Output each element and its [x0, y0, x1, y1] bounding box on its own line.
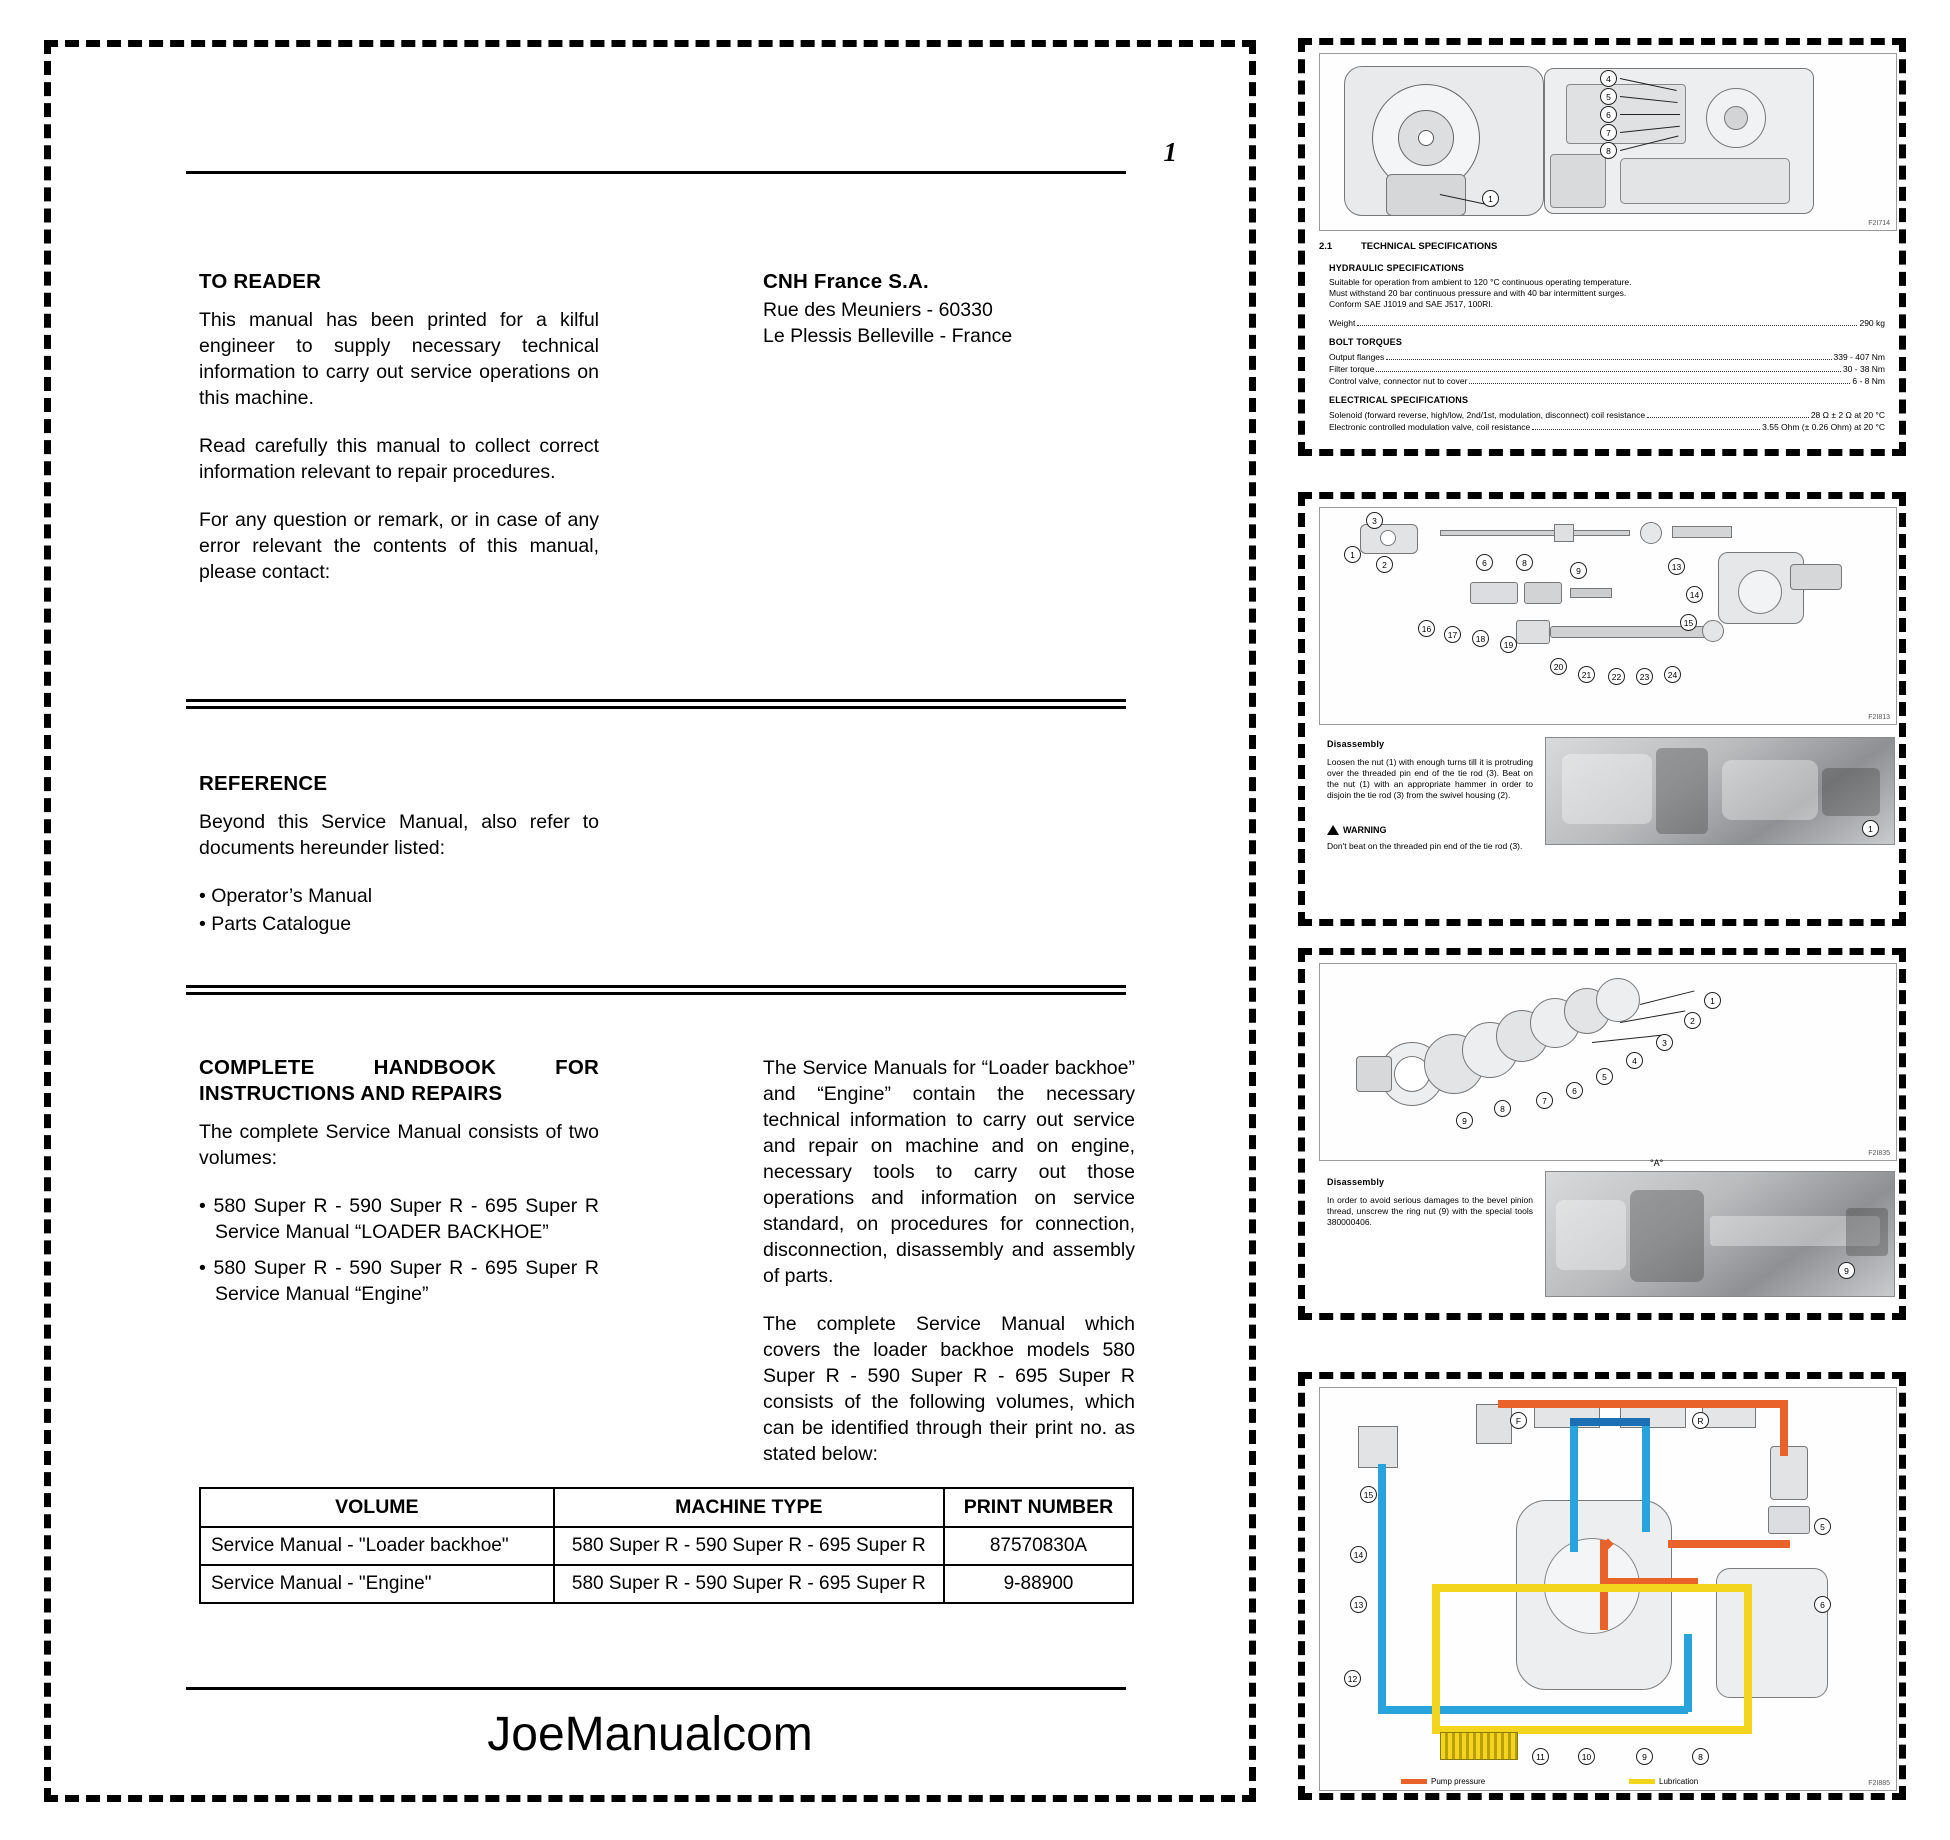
list-item: • 580 Super R - 590 Super R - 695 Super R Service Manual “LOADER BACKHOE”	[199, 1195, 599, 1243]
lube-line-right	[1744, 1584, 1752, 1734]
tie-rod-panel	[1298, 492, 1906, 926]
cell-print-number: 87570830A	[944, 1527, 1133, 1565]
callout-19: 19	[1500, 636, 1517, 653]
disassembly-body: In order to avoid serious damages to the bevel pinion thread, unscrew the ring nut (9) with the special tools 380000406.	[1327, 1195, 1533, 1227]
callout-6: 6	[1600, 106, 1617, 123]
pin	[1570, 588, 1612, 598]
return-line-b	[1642, 1422, 1650, 1532]
dot-leader	[1647, 409, 1809, 418]
photo-shadow	[1846, 1208, 1888, 1256]
spec-value: 339 - 407 Nm	[1833, 352, 1885, 362]
volume-table	[199, 1487, 1134, 1604]
warning-triangle-icon	[1327, 825, 1339, 835]
table-header-print-number: PRINT NUMBER	[944, 1488, 1133, 1527]
photo-highlight	[1562, 754, 1652, 824]
tie-rod-shaft	[1440, 530, 1630, 536]
callout-4: 4	[1600, 70, 1617, 87]
list-item: • Parts Catalogue	[199, 913, 352, 935]
callout-5: 5	[1814, 1518, 1831, 1535]
sump-section	[1620, 158, 1790, 204]
spec-row-output-flanges	[1329, 351, 1885, 363]
figure-code: F2I835	[1868, 1150, 1890, 1157]
callout-5: 5	[1600, 88, 1617, 105]
spec-row-weight	[1329, 317, 1885, 329]
ball-joint	[1702, 620, 1724, 642]
suction-line-bottom	[1378, 1706, 1578, 1714]
photo-callout-1: 1	[1862, 820, 1879, 837]
bracket-hole	[1380, 530, 1396, 546]
photo-shadow	[1822, 768, 1880, 816]
callout-8: 8	[1600, 142, 1617, 159]
lube-line-left	[1432, 1584, 1440, 1734]
spec-row-control-valve	[1329, 375, 1885, 387]
handbook-bullets	[199, 1193, 599, 1307]
dot-leader	[1386, 351, 1831, 360]
figure-code: F2I885	[1868, 1780, 1890, 1787]
sleeve	[1516, 620, 1550, 644]
tool-label: °A°	[1650, 1158, 1664, 1168]
hydraulic-line-3: Conform SAE J1019 and SAE J517, 100RI.	[1329, 299, 1493, 309]
table-header-volume: VOLUME	[200, 1488, 554, 1527]
leader-line	[1620, 114, 1680, 115]
bevel-pinion-photo	[1545, 1158, 1895, 1297]
document-content	[51, 47, 1249, 1795]
spec-row-solenoid	[1329, 409, 1885, 421]
callout-1: 1	[1344, 546, 1361, 563]
callout-22: 22	[1608, 668, 1625, 685]
to-reader-paragraph-1: This manual has been printed for a kilful engineer to supply necessary technical information to carry out service operations on this machine.	[199, 309, 599, 409]
section-complete-handbook	[199, 1055, 599, 1309]
callout-5: 5	[1596, 1068, 1613, 1085]
to-reader-paragraph-2: Read carefully this manual to collect correct information relevant to repair procedures.	[199, 435, 599, 483]
callout-21: 21	[1578, 666, 1595, 683]
callout-9: 9	[1636, 1748, 1653, 1765]
callout-23: 23	[1636, 668, 1653, 685]
hydraulic-circuit-figure	[1319, 1387, 1897, 1791]
spec-label: Filter torque	[1329, 364, 1375, 374]
legend-label-lubrication: Lubrication	[1659, 1777, 1699, 1786]
section-title: TECHNICAL SPECIFICATIONS	[1361, 241, 1498, 252]
callout-6: 6	[1814, 1596, 1831, 1613]
leader-line	[1640, 990, 1695, 1005]
legend-pump-pressure	[1401, 1777, 1485, 1786]
spec-value: 290 kg	[1859, 318, 1885, 328]
transmission-figure	[1319, 53, 1897, 231]
handbook-right-paragraph-1: The Service Manuals for “Loader backhoe” and “Engine” contain the necessary technical information to carry out service and repair on machine and on engine, necessary tools to carry out those operations and information on service standard, on procedures for connection, disconnection, disassembly and assembly of parts.	[763, 1057, 1135, 1287]
callout-4: 4	[1626, 1052, 1643, 1069]
section-heading-reference: REFERENCE	[199, 772, 328, 795]
divider-handbook	[186, 985, 1126, 995]
callout-F: F	[1510, 1412, 1527, 1429]
callout-20: 20	[1550, 658, 1567, 675]
callout-9: 9	[1456, 1112, 1473, 1129]
callout-7: 7	[1600, 124, 1617, 141]
legend-swatch-lubrication	[1629, 1779, 1655, 1784]
photo-highlight	[1556, 1200, 1626, 1270]
disassembly-body: Loosen the nut (1) with enough turns till it is protruding over the threaded pin end of the tie rod (3). Beat on the nut (1) with an appropriate hammer in order to disjoin the tie rod (3) from the swivel housing (2).	[1327, 757, 1533, 800]
page-number: 1	[1163, 137, 1177, 167]
warning-text: Don't beat on the threaded pin end of the tie rod (3).	[1327, 841, 1523, 851]
hydraulic-schematic-panel	[1298, 1372, 1906, 1800]
callout-15: 15	[1680, 614, 1697, 631]
cell-machine-type: 580 Super R - 590 Super R - 695 Super R	[554, 1565, 944, 1603]
oil-cooler	[1440, 1732, 1518, 1760]
section-reference	[199, 771, 599, 939]
address-block	[763, 269, 1143, 349]
spec-value: 28 Ω ± 2 Ω at 20 °C	[1810, 410, 1885, 420]
cell-volume: Service Manual - "Engine"	[200, 1565, 554, 1603]
spec-row-modulation-valve	[1329, 421, 1885, 433]
spec-label: Weight	[1329, 318, 1356, 328]
hydraulic-line-2: Must withstand 20 bar continuous pressure and with 40 bar intermittent surges.	[1329, 288, 1627, 298]
callout-2: 2	[1376, 556, 1393, 573]
pump-hub	[1724, 106, 1748, 130]
callout-16: 16	[1418, 620, 1435, 637]
exploded-bearing-figure	[1319, 963, 1897, 1161]
coupling	[1554, 524, 1574, 542]
figure-code: F2I813	[1868, 714, 1890, 721]
bushing-b	[1524, 582, 1562, 604]
callout-2: 2	[1684, 1012, 1701, 1029]
flange-ring	[1596, 978, 1640, 1022]
callout-17: 17	[1444, 626, 1461, 643]
spec-label: Output flanges	[1329, 352, 1385, 362]
reference-bullets	[199, 883, 599, 937]
section-to-reader	[199, 269, 599, 585]
dot-leader	[1357, 317, 1857, 326]
figure-code: F2I714	[1868, 220, 1890, 227]
handbook-paragraph-1: The complete Service Manual consists of two volumes:	[199, 1121, 599, 1169]
return-line-a	[1570, 1422, 1578, 1552]
callout-1: 1	[1482, 190, 1499, 207]
pressure-line-top	[1498, 1400, 1788, 1408]
address-city: Le Plessis Belleville - France	[763, 325, 1013, 347]
spec-label: Electronic controlled modulation valve, coil resistance	[1329, 422, 1531, 432]
hydraulic-line-1: Suitable for operation from ambient to 120 °C continuous operating temperature.	[1329, 277, 1632, 287]
table-header-row	[200, 1488, 1133, 1527]
suction-line-left	[1378, 1464, 1386, 1714]
callout-13: 13	[1350, 1596, 1367, 1613]
photo-callout-9: 9	[1838, 1262, 1855, 1279]
legend-lubrication	[1629, 1777, 1698, 1786]
callout-8: 8	[1516, 554, 1533, 571]
dot-leader	[1469, 375, 1850, 384]
bolt-torques-heading: BOLT TORQUES	[1329, 337, 1403, 347]
electrical-specifications-heading: ELECTRICAL SPECIFICATIONS	[1329, 395, 1469, 405]
callout-8: 8	[1494, 1100, 1511, 1117]
spec-label: Control valve, connector nut to cover	[1329, 376, 1468, 386]
divider-reference	[186, 699, 1126, 709]
callout-14: 14	[1350, 1546, 1367, 1563]
spec-label: Solenoid (forward reverse, high/low, 2nd/1st, modulation, disconnect) coil resistance	[1329, 410, 1646, 420]
address-street: Rue des Meuniers - 60330	[763, 299, 993, 321]
watermark: JoeManualcom	[487, 1708, 813, 1761]
hydraulic-specifications-heading: HYDRAULIC SPECIFICATIONS	[1329, 263, 1465, 273]
bushing-a	[1470, 582, 1518, 604]
spec-value: 3.55 Ohm (± 0.26 Ohm) at 20 °C	[1762, 422, 1885, 432]
tie-rod-photo	[1545, 737, 1895, 845]
table-header-machine-type: MACHINE TYPE	[554, 1488, 944, 1527]
callout-10: 10	[1578, 1748, 1595, 1765]
callout-12: 12	[1344, 1670, 1361, 1687]
dot-leader	[1376, 363, 1841, 372]
callout-14: 14	[1686, 586, 1703, 603]
list-item: • 580 Super R - 590 Super R - 695 Super R Service Manual “Engine”	[199, 1257, 599, 1305]
document-page-panel	[44, 40, 1256, 1802]
callout-24: 24	[1664, 666, 1681, 683]
shaft-bore	[1418, 130, 1434, 146]
callout-6: 6	[1476, 554, 1493, 571]
cell-volume: Service Manual - "Loader backhoe"	[200, 1527, 554, 1565]
handbook-right-paragraph-2: The complete Service Manual which covers the loader backhoe models 580 Super R - 590 Super R - 695 Super R consists of the following volumes, which can be identified through their print no. as stated below:	[763, 1313, 1135, 1465]
section-heading-handbook: COMPLETE HANDBOOK FOR INSTRUCTIONS AND REPAIRS	[199, 1056, 599, 1105]
callout-3: 3	[1656, 1034, 1673, 1051]
table-row	[200, 1565, 1133, 1603]
link-bar	[1672, 526, 1732, 538]
warning-label: WARNING	[1343, 825, 1387, 835]
steering-linkage-figure	[1319, 507, 1897, 725]
photo-shadow	[1656, 748, 1708, 834]
address-company: CNH France S.A.	[763, 270, 929, 293]
handbook-right-column	[763, 1055, 1135, 1467]
pressure-line-mid	[1668, 1540, 1790, 1548]
pinion-head	[1356, 1056, 1392, 1092]
callout-7: 7	[1536, 1092, 1553, 1109]
callout-R: R	[1692, 1412, 1709, 1429]
technical-specifications-panel	[1298, 38, 1906, 456]
pump-body	[1768, 1506, 1810, 1534]
to-reader-paragraph-3: For any question or remark, or in case of any error relevant the contents of this manual, please contact:	[199, 509, 599, 583]
legend-label-pressure: Pump pressure	[1431, 1777, 1486, 1786]
spec-value: 6 - 8 Nm	[1852, 376, 1885, 386]
lower-housing	[1386, 174, 1466, 216]
photo-shadow	[1630, 1190, 1704, 1282]
leader-line	[1592, 1035, 1662, 1043]
hub-circle	[1738, 570, 1782, 614]
lube-line-top	[1432, 1584, 1752, 1592]
bevel-pinion-panel	[1298, 948, 1906, 1320]
spec-value: 30 - 38 Nm	[1842, 364, 1885, 374]
warning-bar	[1327, 825, 1387, 835]
callout-18: 18	[1472, 630, 1489, 647]
section-heading-to-reader: TO READER	[199, 270, 322, 293]
return-line-c	[1684, 1634, 1692, 1712]
section-number: 2.1	[1319, 241, 1333, 252]
joint-circle	[1640, 522, 1662, 544]
cell-machine-type: 580 Super R - 590 Super R - 695 Super R	[554, 1527, 944, 1565]
callout-6: 6	[1566, 1082, 1583, 1099]
cell-print-number: 9-88900	[944, 1565, 1133, 1603]
reference-paragraph-1: Beyond this Service Manual, also refer to documents hereunder listed:	[199, 811, 599, 859]
divider-bottom	[186, 1687, 1126, 1690]
callout-3: 3	[1366, 512, 1383, 529]
disassembly-subheading: Disassembly	[1327, 1177, 1385, 1187]
divider-top	[186, 171, 1126, 174]
pressure-line-right-down	[1780, 1400, 1788, 1456]
return-line-bottom	[1578, 1706, 1688, 1714]
callout-11: 11	[1532, 1748, 1549, 1765]
exhaust-line-top	[1570, 1418, 1650, 1426]
legend-swatch-pressure	[1401, 1779, 1427, 1784]
spec-row-filter-torque	[1329, 363, 1885, 375]
reservoir	[1358, 1426, 1398, 1468]
filter-body	[1770, 1446, 1808, 1500]
disassembly-subheading: Disassembly	[1327, 739, 1385, 749]
callout-8: 8	[1692, 1748, 1709, 1765]
list-item: • Operator’s Manual	[199, 885, 373, 907]
cooler-block	[1476, 1404, 1512, 1444]
dot-leader	[1532, 421, 1760, 430]
table-row	[200, 1527, 1133, 1565]
callout-13: 13	[1668, 558, 1685, 575]
callout-9: 9	[1570, 562, 1587, 579]
callout-15: 15	[1360, 1486, 1377, 1503]
photo-highlight	[1722, 760, 1818, 820]
callout-1: 1	[1704, 992, 1721, 1009]
filter-mount	[1550, 154, 1606, 208]
spindle	[1790, 564, 1842, 590]
